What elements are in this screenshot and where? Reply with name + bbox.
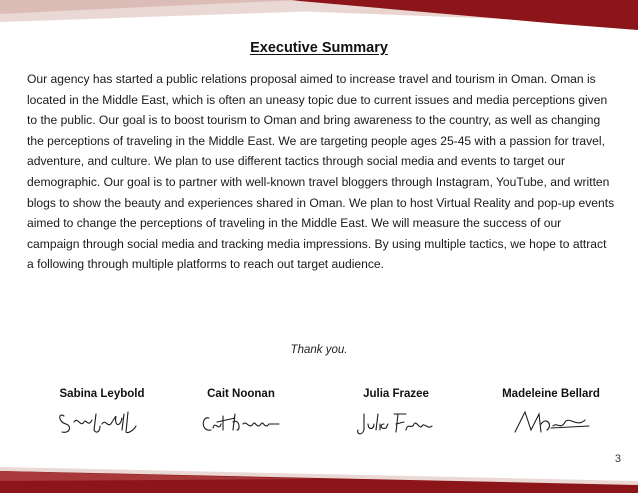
bottom-decorative-band <box>0 459 638 493</box>
signature-sabina-leybold <box>56 406 148 440</box>
signer-madeleine-bellard <box>476 388 626 440</box>
signer-name: Cait Noonan <box>207 388 275 400</box>
signer-julia-frazee <box>321 388 471 440</box>
signer-name: Sabina Leybold <box>59 388 145 400</box>
page-title: Executive Summary <box>250 40 388 56</box>
signature-madeleine-bellard <box>505 406 597 440</box>
signer-name: Julia Frazee <box>363 388 429 400</box>
closing-text: Thank you. <box>290 344 348 356</box>
top-decorative-band <box>0 0 638 40</box>
summary-paragraph: Our agency has started a public relations proposal aimed to increase travel and tourism in Oman. Oman is located in the Middle East, which is often an uneasy topic due to current issues and media perceptions given to the public. Our goal is to boost tourism to Oman and bring awareness to the country, as well as changing the perceptions of traveling in the Middle East. We are targeting people ages 25-45 with a passion for travel, adventure, and culture. We plan to use different tactics through social media and events to target our demographic. Our goal is to partner with well-known travel bloggers through Instagram, YouTube, and written blogs to show the beauty and experiences shared in Oman. We plan to host Virtual Reality and pop-up events aimed to change the perceptions of traveling in the Middle East. We will measure the success of our campaign through social media and tracking media impressions. By using multiple tactics, we hope to attract a following through multiple platforms to reach out target audience. <box>27 72 615 272</box>
signature-julia-frazee <box>350 406 442 440</box>
page-number: 3 <box>614 453 621 465</box>
signer-sabina-leybold <box>27 388 177 440</box>
signer-cait-noonan <box>166 388 316 440</box>
signature-cait-noonan <box>195 406 287 440</box>
signatures-block <box>0 388 638 448</box>
signer-name: Madeleine Bellard <box>502 388 600 400</box>
